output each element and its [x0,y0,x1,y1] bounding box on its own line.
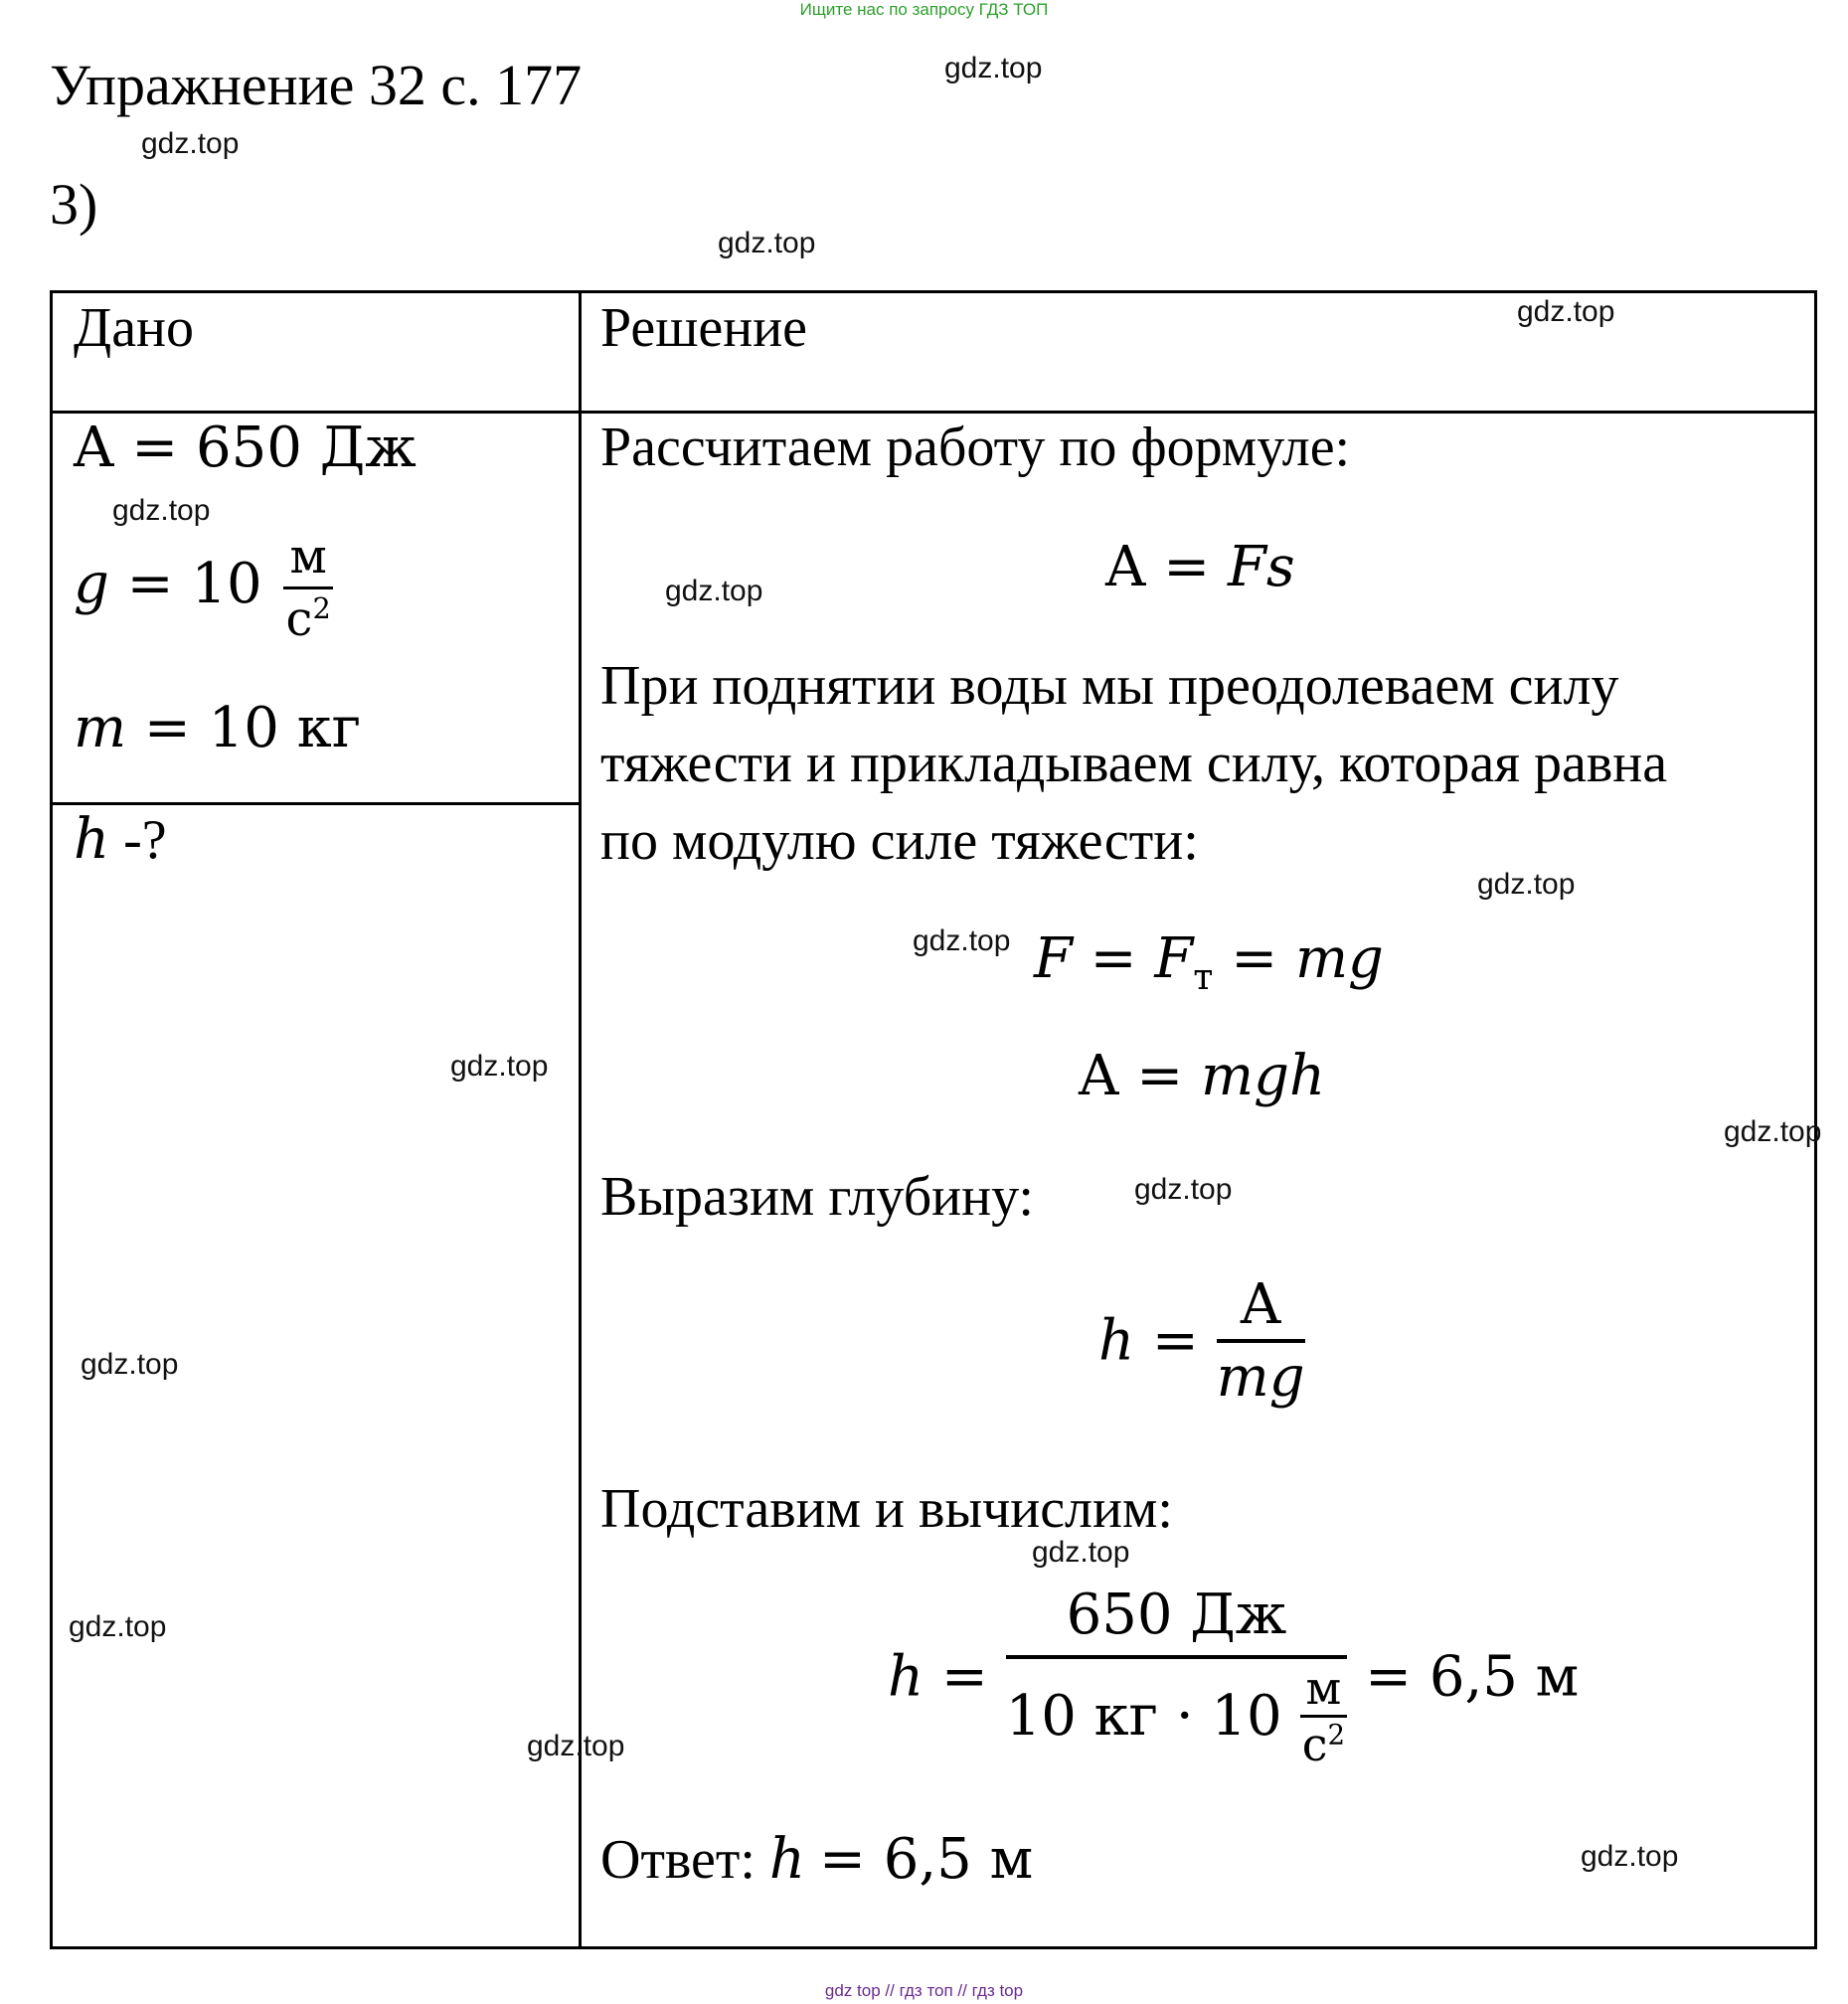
given-gravity-eq: = [126,552,174,616]
table-top-border [50,290,1817,293]
formula-work [1105,535,1295,599]
table-header-divider [50,411,1817,414]
watermark: gdz.top [1724,1115,1822,1148]
formula-calc-unit-den: с [1301,1718,1328,1771]
given-gravity-unit [283,529,332,647]
solution-para-line-3: по модулю силе тяжести: [600,810,1199,872]
given-gravity-unit-den-wrap [283,589,332,647]
formula-calc-eq: = [940,1644,988,1710]
formula-work-mgh [1079,1044,1325,1108]
formula-depth-left: h [1098,1308,1135,1374]
formula-depth-fraction [1217,1272,1305,1410]
given-mass-var: m [74,696,127,760]
formula-force-mg: mg [1294,926,1384,991]
given-work-eq: = [131,416,179,480]
find-quantity [74,807,167,872]
watermark: gdz.top [1134,1173,1233,1206]
solution-line-1: Рассчитаем работу по формуле: [600,417,1351,478]
formula-calc-unit-den-wrap [1300,1718,1348,1771]
watermark: gdz.top [1477,868,1576,901]
given-work-value: 650 Дж [196,416,417,480]
given-work [74,416,417,480]
watermark: gdz.top [112,494,211,527]
formula-force-F: F [1034,926,1073,991]
formula-mgh-right: mgh [1201,1044,1326,1108]
watermark: gdz.top [450,1050,549,1083]
search-banner: Ищите нас по запросу ГДЗ ТОП [799,0,1049,19]
watermark: gdz.top [718,227,816,259]
given-find-divider [50,802,582,805]
table-bottom-border [50,1946,1817,1949]
find-text: -? [109,809,167,871]
page-title: Упражнение 32 с. 177 [50,53,583,117]
answer-var: h [768,1827,805,1892]
answer-line [600,1827,1033,1892]
formula-calc-den-wrap [1006,1659,1348,1771]
watermark: gdz.top [944,52,1043,84]
watermark: gdz.top [1581,1840,1679,1873]
solution-para-line-1: При поднятии воды мы преодолеваем силу [600,655,1619,717]
formula-force [1034,926,1384,999]
given-mass [74,696,361,760]
given-gravity-value: 10 [191,552,262,616]
formula-work-right: Fs [1228,535,1295,599]
given-gravity-unit-num: м [283,529,332,589]
footer-links: gdz top // гдз топ // гдз top [824,1981,1024,2000]
formula-mgh-eq: = [1136,1044,1184,1108]
formula-calculation [888,1583,1579,1771]
watermark: gdz.top [1517,295,1615,328]
item-number: 3) [50,172,98,237]
formula-calc-unit-num: м [1300,1661,1348,1718]
watermark: gdz.top [1032,1536,1130,1569]
formula-mgh-left: A [1079,1044,1119,1108]
given-gravity [74,529,333,647]
formula-force-eq2: = [1231,926,1278,991]
formula-work-left: A [1105,535,1146,599]
formula-force-Ft-sub: т [1193,955,1214,999]
watermark: gdz.top [527,1730,625,1762]
formula-calc-num: 650 Дж [1006,1583,1348,1659]
given-mass-eq: = [143,696,191,760]
given-header: Дано [74,297,195,359]
solution-line-2: Выразим глубину: [600,1166,1034,1228]
formula-depth-den: mg [1216,1345,1305,1410]
answer-label: Ответ: [600,1829,756,1891]
formula-depth-eq: = [1151,1308,1199,1374]
formula-depth [1098,1272,1305,1410]
formula-calc-fraction [1006,1583,1348,1771]
given-gravity-unit-exp: 2 [312,591,331,625]
watermark: gdz.top [81,1348,179,1381]
watermark: gdz.top [665,575,763,607]
formula-calc-left: h [888,1644,924,1710]
solution-header: Решение [600,297,808,359]
solution-para-line-2: тяжести и прикладываем силу, которая равна [600,733,1668,794]
formula-force-eq1: = [1090,926,1137,991]
table-column-divider [579,290,582,1949]
solution-line-3: Подставим и вычислим: [600,1478,1173,1540]
formula-calc-unit-exp: 2 [1327,1718,1346,1752]
given-gravity-var: g [74,552,109,616]
formula-force-Ft: F [1154,926,1194,991]
watermark: gdz.top [913,924,1011,957]
given-mass-value: 10 кг [208,696,362,760]
formula-work-eq: = [1163,535,1211,599]
given-work-var: A [74,416,114,480]
watermark: gdz.top [141,127,240,160]
formula-calc-den: 10 кг · 10 [1005,1684,1282,1749]
find-var: h [74,807,110,872]
formula-calc-result: = 6,5 м [1365,1644,1580,1710]
watermark: gdz.top [69,1610,167,1643]
given-gravity-unit-den: с [285,591,313,647]
answer-value: = 6,5 м [819,1827,1034,1892]
formula-calc-unit [1300,1661,1348,1771]
table-left-border [50,290,53,1949]
formula-depth-num: A [1217,1272,1305,1343]
